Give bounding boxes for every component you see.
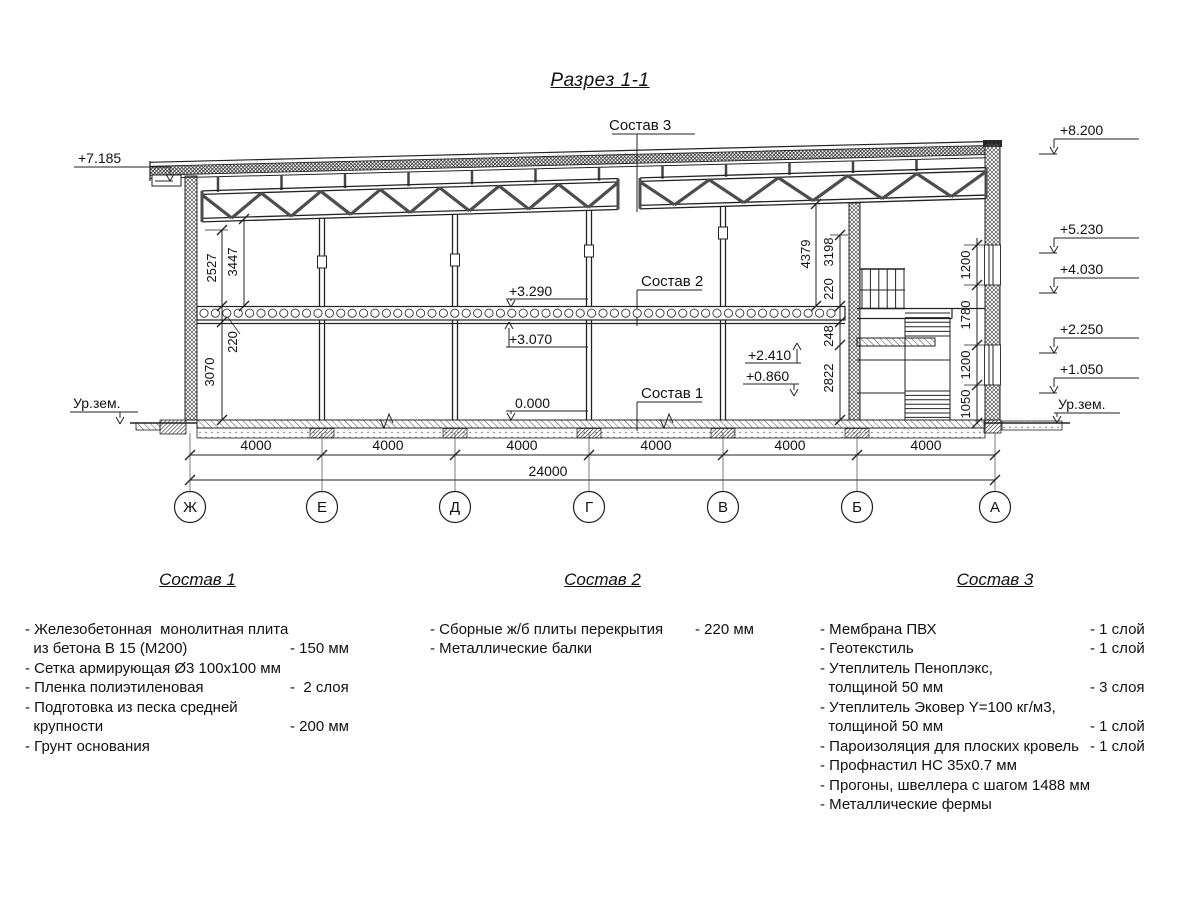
dim-bay: 4000 [506, 437, 538, 453]
dim-right-outer: 1050 [958, 389, 973, 419]
axis-label: Д [449, 499, 461, 516]
legend-title: Состав 3 [956, 570, 1034, 589]
dim-right-inner: 3198 [821, 237, 836, 267]
axis-label: Б [852, 499, 862, 516]
wall-axis-b [849, 203, 860, 420]
legend-sostav-2 [430, 570, 775, 659]
legend-item: - Пароизоляция для плоских кровель - 1 слой [820, 737, 1145, 755]
dim-bay: 4000 [240, 437, 272, 453]
dim-right-inner: 4379 [798, 239, 813, 269]
level-left-top: +7.185 [78, 150, 122, 166]
legend-items [25, 620, 370, 757]
drawing-title: Разрез 1-1 [550, 70, 650, 91]
level-floor: 0.000 [515, 395, 551, 411]
dim-right-inner: 2822 [821, 363, 836, 393]
dim-left: 2527 [204, 253, 219, 283]
legend-item: - Пленка полиэтиленовая - 2 слоя [25, 679, 349, 696]
legend-sostav-3 [820, 570, 1170, 815]
axis-label: В [717, 499, 729, 516]
legend-item: толщиной 50 мм - 3 слоя [820, 679, 1145, 696]
leader-label-sostav1: Состав 1 [641, 385, 704, 402]
ground-level-label: Ур.зем. [73, 395, 121, 411]
legend-title: Состав 2 [564, 570, 641, 589]
foundation-right [984, 420, 1001, 433]
axis-label: Ж [183, 499, 197, 516]
axis-label: Г [584, 499, 594, 516]
legend-item: - Металлические балки [430, 640, 592, 657]
dim-right-outer: 1200 [958, 350, 973, 380]
dim-left: 3447 [225, 247, 240, 277]
legend-item: - Утеплитель Пеноплэкс, [820, 659, 993, 677]
legend-item: - Геотекстиль - 1 слой [820, 640, 1145, 657]
dim-right-outer: 1780 [958, 300, 973, 330]
leader-label-sostav2: Состав 2 [641, 273, 704, 290]
legend-item: - Прогоны, швеллера с шагом 1488 мм [820, 776, 1091, 794]
walls [185, 143, 1001, 420]
level-stair-lower: +0.860 [746, 368, 790, 384]
foundation-left [160, 420, 186, 434]
axis-label: Е [316, 499, 328, 516]
legend-title: Состав 1 [159, 570, 236, 589]
dim-right-inner: 220 [821, 278, 836, 300]
level-stair-upper: +2.410 [748, 347, 792, 363]
legend-item: толщиной 50 мм - 1 слой [820, 718, 1145, 735]
legend-item: - Мембрана ПВХ - 1 слой [820, 620, 1145, 638]
legend-item: - Сборные ж/б плиты перекрытия - 220 мм [430, 620, 754, 638]
legend-item: - Подготовка из песка средней [25, 698, 238, 716]
legend-item: - Профнастил НС 35x0.7 мм [820, 757, 1017, 774]
legend-item: из бетона В 15 (М200) - 150 мм [25, 640, 349, 657]
wall-axis-zh [185, 176, 197, 420]
axis-extension-lines [190, 433, 995, 492]
legend-item: - Утеплитель Эковер Y=100 кг/м3, [820, 698, 1056, 716]
dim-right-inner: 248 [821, 325, 836, 347]
legend-items [820, 620, 1170, 815]
legend-items [430, 620, 775, 659]
level-slab-top: +3.290 [509, 283, 553, 299]
legend-item: - Сетка армирующая Ø3 100x100 мм [25, 659, 281, 677]
legend-item: - Металлические фермы [820, 796, 992, 813]
stair-stringers [857, 319, 950, 421]
dim-bay: 4000 [774, 437, 806, 453]
dim-bay: 4000 [640, 437, 672, 453]
eaves-gutter [152, 175, 181, 186]
stair-mid-landing [857, 338, 935, 346]
level-right: +4.030 [1060, 261, 1104, 277]
level-right: +2.250 [1060, 321, 1104, 337]
legend-item: - Грунт основания [25, 737, 150, 755]
dim-total: 24000 [528, 463, 568, 479]
dim-bay: 4000 [372, 437, 404, 453]
legend-item: крупности - 200 мм [25, 718, 349, 735]
level-right: +1.050 [1060, 361, 1104, 377]
axis-label: А [989, 499, 1001, 516]
level-right: +8.200 [1060, 122, 1104, 138]
ground-level-label: Ур.зем. [1058, 396, 1106, 412]
floor-slab-on-grade [197, 420, 985, 428]
dim-left: 220 [225, 331, 240, 353]
level-right: +5.230 [1060, 221, 1104, 237]
dim-bay: 4000 [910, 437, 942, 453]
level-slab-bottom: +3.070 [509, 331, 553, 347]
dim-left: 3070 [202, 357, 217, 387]
legend-sostav-1 [25, 570, 370, 756]
legend-item: - Железобетонная монолитная плита [25, 620, 289, 638]
dim-right-outer: 1200 [958, 250, 973, 280]
leader-label-sostav3: Состав 3 [609, 117, 672, 134]
